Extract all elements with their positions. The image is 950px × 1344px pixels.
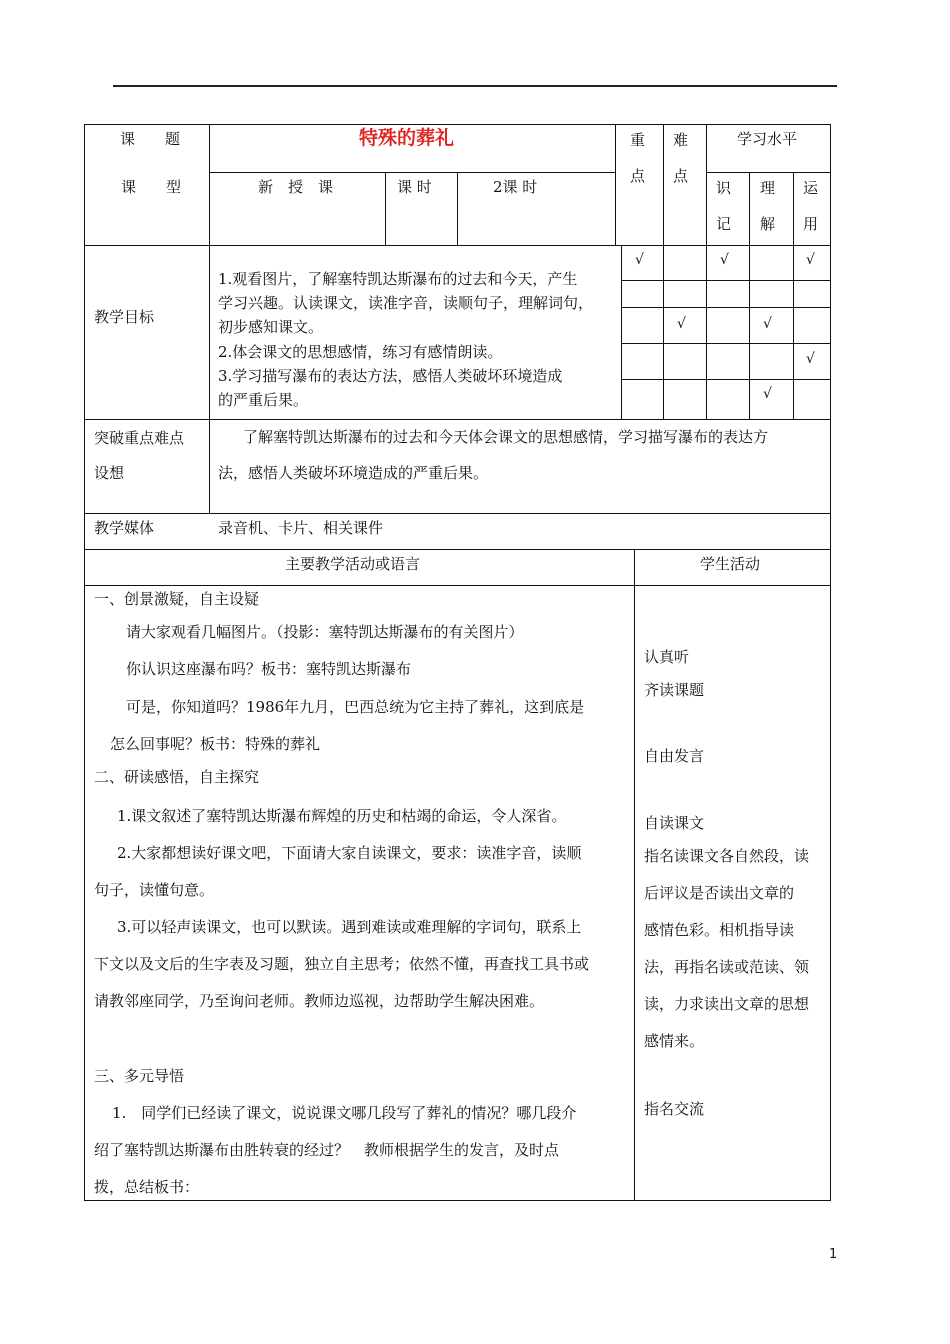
activity-line: 请大家观看几幅图片。（投影：塞特凯达斯瀑布的有关图片）: [126, 623, 524, 641]
objective-line: 2.体会课文的思想感情，练习有感情朗读。: [218, 343, 503, 361]
objective-line: 初步感知课文。: [218, 318, 324, 336]
student-line: 指名交流: [644, 1100, 705, 1118]
check-mark: √: [806, 252, 815, 268]
key-point-label-2: 点: [630, 167, 646, 185]
key-point-label-1: 重: [630, 131, 646, 149]
activity-line: 怎么回事呢？板书：特殊的葬礼: [110, 735, 321, 753]
objective-line: 3.学习描写瀑布的表达方法，感悟人类破坏环境造成: [218, 367, 563, 385]
media-label: 教学媒体: [94, 519, 155, 537]
activity-line: 下文以及文后的生字表及习题，独立自主思考；依然不懂，再查找工具书或: [94, 955, 590, 973]
activity-line: 你认识这座瀑布吗？板书：塞特凯达斯瀑布: [126, 660, 412, 678]
check-mark: √: [763, 316, 772, 332]
difficulty-label-1: 难: [673, 131, 689, 149]
breakthrough-text-1: 了解塞特凯达斯瀑布的过去和今天体会课文的思想感情，学习描写瀑布的表达方: [243, 428, 769, 446]
section-heading: 三、多元导悟: [94, 1067, 185, 1085]
level-memorize-2: 记: [716, 215, 732, 233]
level-apply-1: 运: [803, 179, 819, 197]
hours-value: 2课 时: [493, 178, 538, 196]
objective-line: 学习兴趣。认读课文，读准字音，读顺句子，理解词句，: [218, 294, 594, 312]
student-line: 自由发言: [644, 747, 705, 765]
difficulty-label-2: 点: [673, 167, 689, 185]
activities-student-header: 学生活动: [700, 555, 761, 573]
level-understand-2: 解: [760, 215, 776, 233]
student-line: 读，力求读出文章的思想: [644, 995, 810, 1013]
check-mark: √: [720, 252, 729, 268]
breakthrough-text-2: 法，感悟人类破坏环境造成的严重后果。: [218, 464, 489, 482]
type-value: 新 授 课: [258, 178, 334, 196]
student-line: 感情色彩。相机指导读: [644, 921, 795, 939]
objective-line: 1.观看图片，了解塞特凯达斯瀑布的过去和今天，产生: [218, 270, 578, 288]
page-number: 1: [829, 1247, 838, 1262]
check-mark: √: [806, 351, 815, 367]
activity-line: 绍了塞特凯达斯瀑布由胜转衰的经过？ 教师根据学生的发言，及时点: [94, 1141, 560, 1159]
activity-line: 可是，你知道吗？1986年九月，巴西总统为它主持了葬礼，这到底是: [126, 698, 585, 716]
topic-label: 课 题: [120, 130, 181, 148]
student-line: 指名读课文各自然段，读: [644, 847, 810, 865]
breakthrough-label-2: 设想: [94, 464, 125, 482]
objectives-label: 教学目标: [94, 308, 155, 326]
check-mark: √: [635, 252, 644, 268]
activity-line: 拨，总结板书：: [94, 1178, 200, 1196]
student-line: 自读课文: [644, 814, 705, 832]
student-line: 感情来。: [644, 1032, 705, 1050]
activities-main-header: 主要教学活动或语言: [285, 555, 421, 573]
breakthrough-label: 突破重点难点: [94, 429, 185, 447]
lesson-title: 特殊的葬礼: [359, 127, 455, 149]
objective-line: 的严重后果。: [218, 391, 309, 409]
student-line: 法，再指名读或范读、领: [644, 958, 810, 976]
check-mark: √: [763, 386, 772, 402]
activity-line: 2.大家都想读好课文吧，下面请大家自读课文，要求：读准字音，读顺: [117, 844, 582, 862]
activity-line: 1. 同学们已经读了课文，说说课文哪几段写了葬礼的情况？哪几段介: [112, 1104, 577, 1122]
section-heading: 二、研读感悟，自主探究: [94, 768, 260, 786]
student-line: 认真听: [644, 648, 690, 666]
student-line: 齐读课题: [644, 681, 705, 699]
activity-line: 句子，读懂句意。: [94, 881, 215, 899]
header-rule: [113, 85, 837, 87]
level-label: 学习水平: [737, 130, 798, 148]
level-apply-2: 用: [803, 215, 819, 233]
check-mark: √: [677, 316, 686, 332]
media-value: 录音机、卡片、相关课件: [218, 519, 384, 537]
student-line: 后评议是否读出文章的: [644, 884, 795, 902]
activity-line: 3.可以轻声读课文，也可以默读。遇到难读或难理解的字词句，联系上: [117, 918, 582, 936]
type-label: 课 型: [121, 178, 182, 196]
hours-label: 课 时: [397, 178, 432, 196]
activity-line: 1.课文叙述了塞特凯达斯瀑布辉煌的历史和枯竭的命运，令人深省。: [117, 807, 567, 825]
section-heading: 一、创景激疑，自主设疑: [94, 590, 260, 608]
level-understand-1: 理: [760, 179, 776, 197]
level-memorize-1: 识: [716, 179, 732, 197]
activity-line: 请教邻座同学，乃至询问老师。教师边巡视，边帮助学生解决困难。: [94, 992, 545, 1010]
